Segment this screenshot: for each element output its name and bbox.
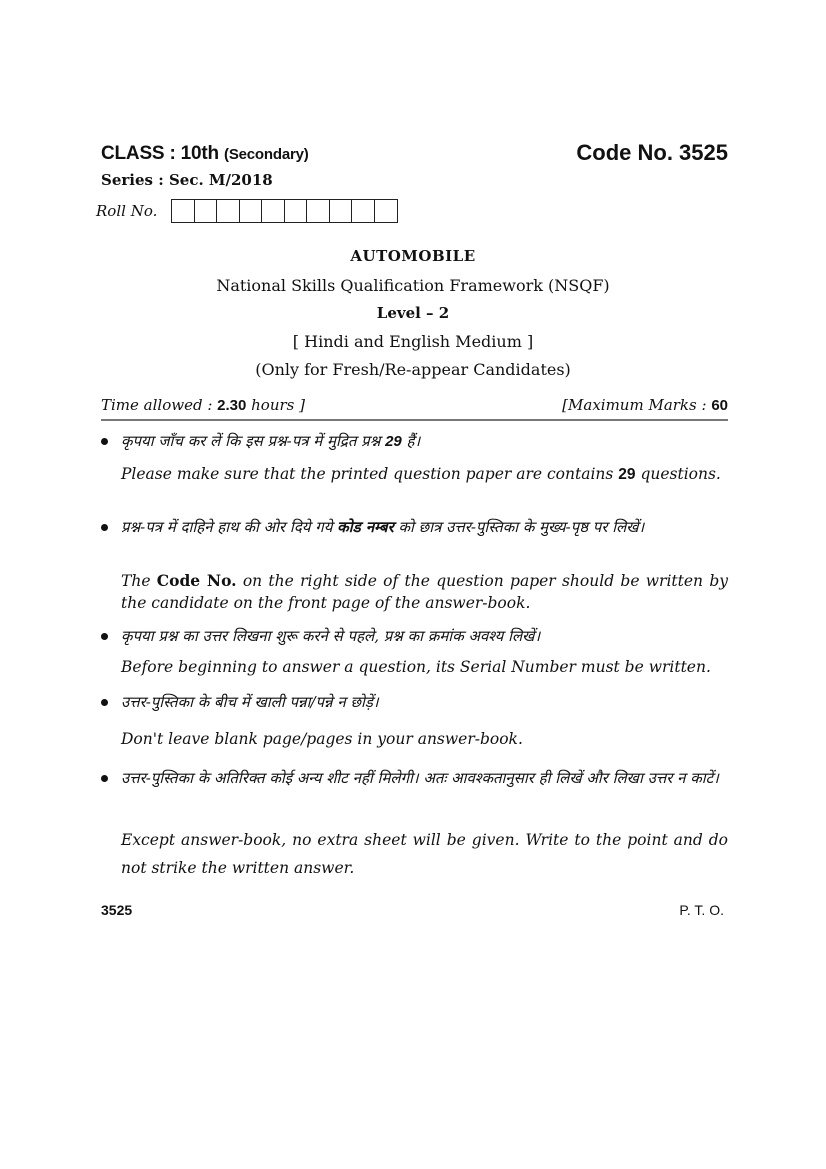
instruction-text: उत्तर-पुस्तिका के अतिरिक्त कोई अन्य शीट नहीं मिलेगी। अतः आवश्कतानुसार ही लिखें और लिखा उत्तर न काटें। — [121, 769, 719, 787]
footer-code: 3525 — [101, 902, 133, 918]
roll-number-box — [195, 200, 218, 222]
class-sub-label: (Secondary) — [224, 146, 309, 163]
time-allowed — [101, 396, 305, 414]
bullet-icon — [101, 633, 108, 640]
instruction-text: कृपया जाँच कर लें कि इस प्रश्न-पत्र में मुद्रित प्रश्न — [121, 432, 386, 450]
roll-number-box — [330, 200, 353, 222]
time-allowed-unit: hours ] — [246, 396, 305, 414]
instruction-english: Before beginning to answer a question, its Serial Number must be written. — [121, 658, 711, 676]
subject-title: AUTOMOBILE — [350, 247, 476, 265]
instruction-english: Except answer-book, no extra sheet will be given. Write to the point and do not strike the written answer. — [121, 831, 728, 877]
maximum-marks-value: 60 — [711, 397, 728, 414]
roll-number-box — [375, 200, 398, 222]
maximum-marks — [562, 396, 728, 414]
instruction-text: Please make sure that the printed question paper are contains — [121, 465, 619, 483]
instruction-text: on the right side of the question paper should be written by the candidate on the front page of the answer-book. — [121, 572, 728, 612]
candidates-note: (Only for Fresh/Re-appear Candidates) — [255, 360, 571, 379]
framework-title: National Skills Qualification Framework (NSQF) — [216, 276, 610, 295]
time-allowed-value: 2.30 — [217, 397, 247, 414]
instruction-text: उत्तर-पुस्तिका के बीच में खाली पन्ना/पन्ने न छोड़ें। — [121, 693, 379, 711]
instruction-bold: 29 — [385, 433, 402, 450]
instruction-bold: कोड नम्बर — [337, 518, 394, 536]
instruction-english — [121, 463, 728, 486]
code-number: Code No. 3525 — [576, 140, 728, 165]
time-allowed-label: Time allowed : — [101, 396, 218, 414]
medium-note: [ Hindi and English Medium ] — [292, 332, 534, 351]
instruction-hindi — [101, 430, 728, 453]
instruction-bold: 29 — [618, 466, 636, 483]
roll-number-box — [352, 200, 375, 222]
instruction-text: questions. — [635, 465, 721, 483]
roll-number-boxes — [171, 199, 398, 223]
bullet-icon — [101, 775, 108, 782]
class-heading — [101, 143, 309, 165]
roll-number-row — [96, 199, 398, 223]
roll-number-box — [240, 200, 263, 222]
roll-number-label: Roll No. — [96, 202, 158, 220]
instruction-hindi — [101, 764, 728, 792]
exam-info-row — [101, 396, 728, 414]
roll-number-box — [262, 200, 285, 222]
roll-number-box — [307, 200, 330, 222]
instruction-text: को छात्र उत्तर-पुस्तिका के मुख्य-पृष्ठ पर लिखें। — [393, 518, 645, 536]
instruction-english: Don't leave blank page/pages in your answer-book. — [121, 730, 523, 748]
maximum-marks-label: [Maximum Marks : — [562, 396, 712, 414]
instruction-hindi — [101, 691, 728, 713]
header-divider — [101, 419, 728, 421]
roll-number-box — [172, 200, 195, 222]
level-title: Level – 2 — [376, 304, 450, 322]
instruction-hindi — [101, 625, 728, 647]
instruction-text: हैं। — [401, 432, 421, 450]
instruction-english — [121, 570, 728, 614]
instruction-text: कृपया प्रश्न का उत्तर लिखना शुरू करने से पहले, प्रश्न का क्रमांक अवश्य लिखें। — [121, 627, 541, 645]
bullet-icon — [101, 699, 108, 706]
bullet-icon — [101, 438, 108, 445]
class-label: CLASS : 10th — [101, 143, 219, 164]
footer-pto: P. T. O. — [679, 902, 724, 918]
instruction-text: प्रश्न-पत्र में दाहिने हाथ की ओर दिये गये — [121, 518, 338, 536]
bullet-icon — [101, 524, 108, 531]
instruction-bold: Code No. — [156, 571, 237, 590]
instruction-text: The — [121, 572, 157, 590]
roll-number-box — [217, 200, 240, 222]
roll-number-box — [285, 200, 308, 222]
instruction-hindi — [101, 516, 728, 538]
series-label: Series : Sec. M/2018 — [101, 171, 273, 189]
